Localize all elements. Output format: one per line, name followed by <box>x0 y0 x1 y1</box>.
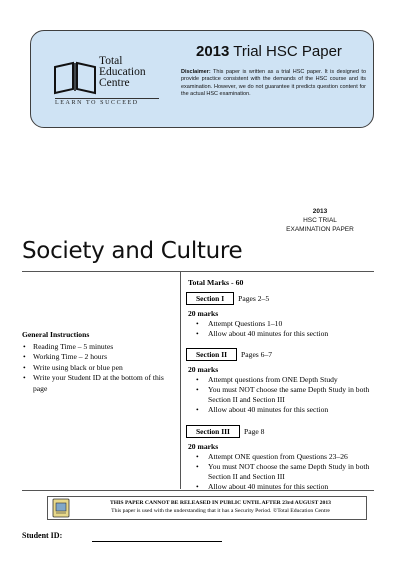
section-label: Section II <box>186 348 237 361</box>
section-item: • Attempt Questions 1–10 <box>192 319 373 329</box>
section-pages: Pages 2–5 <box>238 294 270 303</box>
instruction-item: • Working Time – 2 hours <box>22 352 172 363</box>
general-instructions <box>22 330 172 394</box>
disclaimer-label: Disclaimer: <box>181 69 211 75</box>
exam-tag-line-1: HSC TRIAL <box>303 217 337 224</box>
release-notice-line-2: This paper is used with the understanding that it has a Security Period. ©Total Education Centre <box>111 508 330 514</box>
footer-divider <box>22 490 374 491</box>
section-item: • You must NOT choose the same Depth Study in both Section II and Section III <box>192 462 373 482</box>
logo-wordmark <box>99 56 169 89</box>
section-pages: Pages 6–7 <box>241 350 273 359</box>
logo-line-3: Centre <box>99 77 130 89</box>
section-item: • Allow about 40 minutes for this section <box>192 329 373 339</box>
section-item: • Attempt ONE question from Questions 23–26 <box>192 452 373 462</box>
instruction-item: • Reading Time – 5 minutes <box>22 342 172 353</box>
student-id-label: Student ID: <box>22 531 63 540</box>
open-book-icon <box>53 61 97 95</box>
section-item: • Attempt questions from ONE Depth Study <box>192 375 373 385</box>
logo-line-2: Education <box>99 66 146 78</box>
exam-tag-line-2: EXAMINATION PAPER <box>286 226 354 233</box>
section-marks: 20 marks <box>188 309 219 318</box>
instruction-item: • Write using black or blue pen <box>22 363 172 374</box>
release-notice-line-1: THIS PAPER CANNOT BE RELEASED IN PUBLIC UNTIL AFTER 23rd AUGUST 2013 <box>109 500 332 506</box>
section-pages: Page 8 <box>243 427 265 436</box>
header-panel <box>30 30 374 128</box>
disclaimer-text: This paper is written as a trial HSC paper. It is designed to provide practice consistent with the demands of the HSC course and its examination. However, we do not guarantee it predicts question content for the actual HSC examination. <box>181 69 366 97</box>
exam-tag-year: 2013 <box>312 208 328 215</box>
general-instructions-heading: General Instructions <box>22 330 90 339</box>
section-3 <box>186 425 373 492</box>
logo-tagline: LEARN TO SUCCEED <box>55 98 159 106</box>
section-label: Section I <box>186 292 234 305</box>
exam-tag <box>270 207 370 234</box>
title-text: Trial HSC Paper <box>229 43 342 60</box>
section-2 <box>186 348 373 415</box>
section-marks: 20 marks <box>188 365 219 374</box>
total-education-centre-logo <box>53 55 163 110</box>
total-marks: Total Marks - 60 <box>188 278 244 287</box>
trial-paper-title <box>196 43 366 60</box>
section-1 <box>186 292 373 339</box>
instruction-item: • Write your Student ID at the bottom of this page <box>22 373 172 394</box>
section-marks: 20 marks <box>188 442 219 451</box>
column-divider <box>180 272 181 489</box>
section-item: • Allow about 40 minutes for this section <box>192 405 373 415</box>
disclaimer <box>181 69 366 98</box>
title-year: 2013 <box>196 43 230 60</box>
document-security-icon <box>50 497 72 519</box>
section-item: • Allow about 40 minutes for this section <box>192 482 373 492</box>
release-notice <box>78 499 363 515</box>
section-label: Section III <box>186 425 240 438</box>
section-item: • You must NOT choose the same Depth Study in both Section II and Section III <box>192 385 373 405</box>
divider <box>22 271 374 272</box>
student-id-field[interactable] <box>92 541 222 542</box>
subject-title: Society and Culture <box>22 238 243 264</box>
logo-line-1: Total <box>99 55 123 67</box>
